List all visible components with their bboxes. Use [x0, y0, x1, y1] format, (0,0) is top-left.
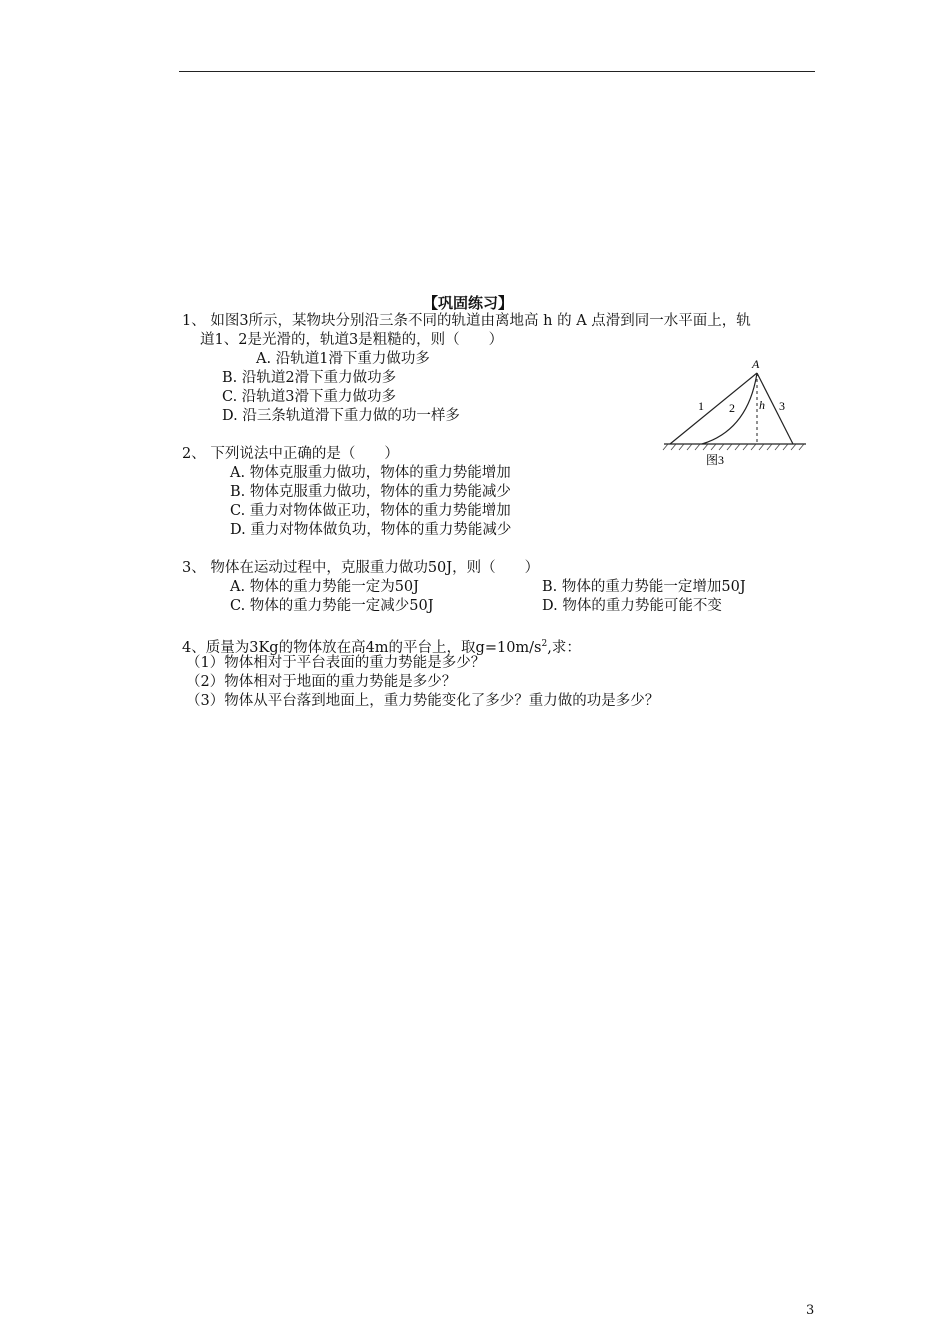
q3-option-c: C. 物体的重力势能一定减少50J [230, 598, 434, 614]
figure-caption: 图3 [706, 453, 725, 467]
figure-tracks-diagram [660, 352, 810, 472]
q4-part-3: （3）物体从平台落到地面上，重力势能变化了多少？重力做的功是多少？ [186, 693, 660, 709]
label-a: A [752, 357, 760, 371]
label-track-1: 1 [698, 399, 704, 413]
header-rule [179, 71, 815, 72]
q1-line1: 1、 如图3所示，某物块分别沿三条不同的轨道由离地高 h 的 A 点滑到同一水平面上，轨 [182, 313, 751, 329]
q2-stem: 2、 下列说法中正确的是（ ） [182, 446, 399, 462]
q4-part-1: （1）物体相对于平台表面的重力势能是多少？ [186, 655, 486, 671]
q4-stem-tail: ,求： [547, 639, 581, 656]
q1-option-c: C. 沿轨道3滑下重力做功多 [222, 389, 397, 405]
label-track-2: 2 [729, 401, 735, 415]
q1-option-d: D. 沿三条轨道滑下重力做的功一样多 [222, 408, 460, 424]
q3-option-b: B. 物体的重力势能一定增加50J [542, 579, 746, 595]
section-title: 【巩固练习】 [423, 294, 514, 312]
label-track-3: 3 [779, 399, 785, 413]
ground-hatch [663, 444, 804, 450]
label-h: h [759, 398, 765, 412]
q3-option-d: D. 物体的重力势能可能不变 [542, 598, 722, 614]
q4-part-2: （2）物体相对于地面的重力势能是多少？ [186, 674, 457, 690]
q3-option-a: A. 物体的重力势能一定为50J [230, 579, 419, 595]
q2-option-b: B. 物体克服重力做功，物体的重力势能减少 [230, 484, 511, 500]
q2-option-a: A. 物体克服重力做功，物体的重力势能增加 [230, 465, 511, 481]
q1-option-b: B. 沿轨道2滑下重力做功多 [222, 370, 397, 386]
track-1 [670, 373, 757, 444]
q2-option-c: C. 重力对物体做正功，物体的重力势能增加 [230, 503, 511, 519]
q4-stem-superscript: 2 [541, 639, 548, 649]
q1-option-a: A. 沿轨道1滑下重力做功多 [256, 351, 430, 367]
q2-option-d: D. 重力对物体做负功，物体的重力势能减少 [230, 522, 512, 538]
q4-stem-text: 4、质量为3Kg的物体放在高4m的平台上，取g=10m/s [182, 639, 542, 656]
page-number: 3 [806, 1303, 815, 1318]
q1-line2: 道1、2是光滑的，轨道3是粗糙的，则（ ） [200, 332, 504, 348]
q3-stem: 3、 物体在运动过程中，克服重力做功50J，则（ ） [182, 560, 540, 576]
